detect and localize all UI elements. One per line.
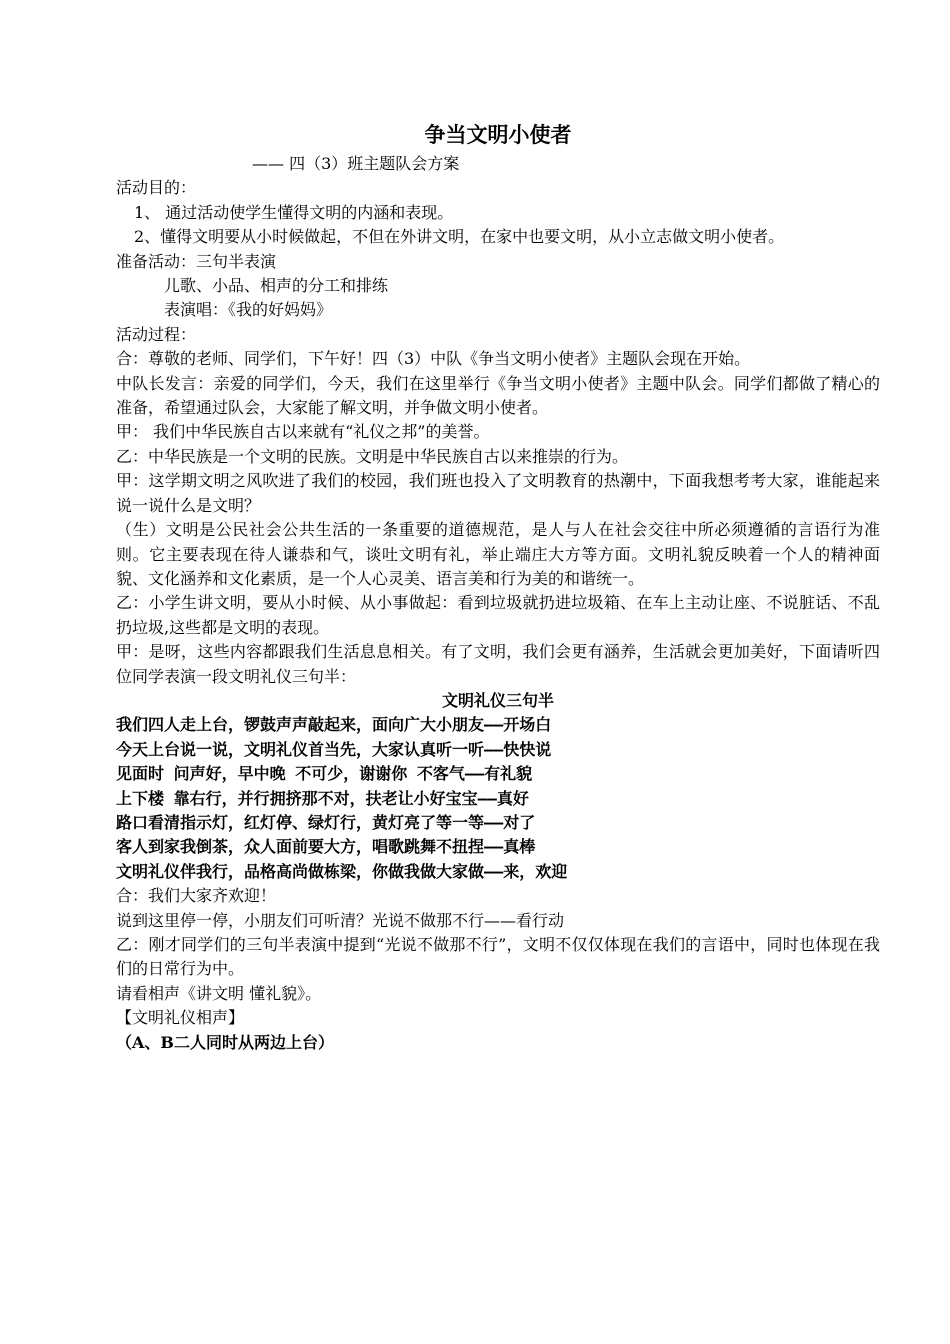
prep-item: 表演唱：《我的好妈妈》	[164, 300, 333, 320]
goal-heading: 活动目的：	[116, 178, 197, 198]
page-title: 争当文明小使者	[424, 122, 572, 147]
after-poem-line: 请看相声《讲文明 懂礼貌》。	[116, 983, 322, 1003]
dialogue-line: 合：尊敬的老师、同学们，下午好！四（3）中队《争当文明小使者》主题队会现在开始。	[116, 349, 751, 369]
dialogue-line: 乙：中华民族是一个文明的民族。文明是中华民族自古以来推崇的行为。	[116, 446, 629, 466]
goal-item: 1、 通过活动使学生懂得文明的内涵和表现。	[134, 202, 454, 222]
after-poem-line: 合：我们大家齐欢迎！	[116, 886, 277, 906]
poem-line: 客人到家我倒茶，众人面前要大方，唱歌跳舞不扭捏——真棒	[116, 837, 536, 857]
dialogue-line: 甲： 我们中华民族自古以来就有“礼仪之邦”的美誉。	[116, 422, 490, 442]
after-poem-line: 说到这里停一停，小朋友们可听清？光说不做那不行——看行动	[116, 910, 565, 930]
dialogue-line: 甲：这学期文明之风吹进了我们的校园，我们班也投入了文明教育的热潮中，下面我想考考大家，谁能起来说一说什么是文明？	[116, 471, 880, 515]
document-page	[116, 118, 880, 1055]
poem-line: 今天上台说一说，文明礼仪首当先，大家认真听一听——快快说	[116, 739, 552, 759]
poem-line: 我们四人走上台，锣鼓声声敲起来，面向广大小朋友——开场白	[116, 715, 552, 735]
poem-line: 上下楼 靠右行，并行拥挤那不对，扶老让小好宝宝——真好	[116, 788, 529, 808]
dialogue-line: 甲：是呀，这些内容都跟我们生活息息相关。有了文明，我们会更有涵养，生活就会更加美好，下面请听四位同学表演一段文明礼仪三句半：	[116, 642, 880, 686]
after-poem-line: 乙：刚才同学们的三句半表演中提到“光说不做那不行”，文明不仅仅体现在我们的言语中，同时也体现在我们的日常行为中。	[116, 935, 880, 979]
poem-line: 路口看清指示灯，红灯停、绿灯行，黄灯亮了等一等——对了	[116, 812, 536, 832]
stage-direction: （A、B二人同时从两边上台）	[116, 1032, 334, 1052]
dialogue-line: 中队长发言：亲爱的同学们，今天，我们在这里举行《争当文明小使者》主题中队会。同学们都做了精心的准备，希望通过队会，大家能了解文明，并争做文明小使者。	[116, 373, 880, 418]
poem-line: 文明礼仪伴我行，品格高尚做栋梁，你做我做大家做——来，欢迎	[116, 861, 568, 881]
poem-title: 文明礼仪三句半	[441, 690, 554, 710]
prep-heading: 准备活动：三句半表演	[116, 251, 277, 271]
page-subtitle: —— 四（3）班主题队会方案	[252, 154, 460, 173]
process-heading: 活动过程：	[116, 324, 197, 344]
poem-line: 见面时 问声好，早中晚 不可少，谢谢你 不客气——有礼貌	[116, 764, 533, 784]
goal-item: 2、懂得文明要从小时候做起，不但在外讲文明，在家中也要文明，从小立志做文明小使者。	[134, 227, 785, 247]
dialogue-line: 乙：小学生讲文明，要从小时候、从小事做起：看到垃圾就扔进垃圾箱、在车上主动让座、不说脏话、不乱扔垃圾,这些都是文明的表现。	[116, 593, 880, 637]
prep-item: 儿歌、小品、相声的分工和排练	[164, 276, 389, 296]
crosstalk-heading: 【文明礼仪相声】	[116, 1008, 245, 1028]
dialogue-line: （生）文明是公民社会公共生活的一条重要的道德规范，是人与人在社会交往中所必须遵循的言语行为准则。它主要表现在待人谦恭和气，谈吐文明有礼，举止端庄大方等方面。文明礼貌反映着一个人的精神面貌、文化涵养和文化素质，是一个人心灵美、语言美和行为美的和谐统一。	[116, 520, 880, 588]
